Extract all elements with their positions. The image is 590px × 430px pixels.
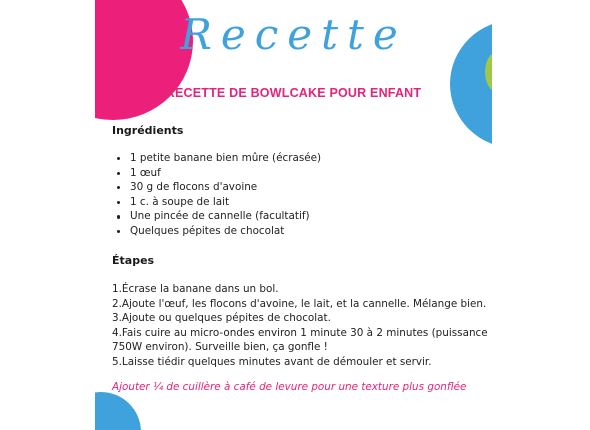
blue-circle-bottom-decoration (95, 392, 141, 430)
ingredient-item: 1 œuf (112, 166, 321, 181)
ingredients-heading: Ingrédients (112, 124, 184, 137)
step-line: 4.Fais cuire au micro-ondes environ 1 minute 30 à 2 minutes (puissance (112, 326, 488, 339)
step-line: 1.Écrase la banane dans un bol. (112, 283, 279, 295)
ingredient-item: 30 g de flocons d'avoine (112, 180, 321, 195)
step-line: 5.Laisse tiédir quelques minutes avant de démouler et servir. (112, 355, 432, 368)
recipe-subtitle: RECETTE DE BOWLCAKE POUR ENFANT (165, 86, 422, 100)
ingredient-item: 1 petite banane bien mûre (écrasée) (112, 151, 321, 166)
ingredient-item: Quelques pépites de chocolat (112, 224, 321, 239)
steps-list (112, 282, 492, 370)
steps-heading: Étapes (112, 254, 155, 267)
recipe-tip: Ajouter ¼ de cuillère à café de levure pour une texture plus gonflée (112, 381, 467, 393)
ingredient-item: Une pincée de cannelle (facultatif) (112, 209, 321, 224)
ingredient-item: 1 c. à soupe de lait (112, 195, 321, 210)
script-title: Recette (180, 10, 407, 59)
step-line: 2.Ajoute l'œuf, les flocons d'avoine, le lait, et la cannelle. Mélange bien. (112, 297, 487, 310)
ingredients-list (112, 151, 321, 239)
step-line: 750W environ). Surveille bien, ça gonfle ! (112, 341, 328, 354)
step-line: 3.Ajoute ou quelques pépites de chocolat. (112, 312, 331, 325)
recipe-card (95, 0, 492, 430)
